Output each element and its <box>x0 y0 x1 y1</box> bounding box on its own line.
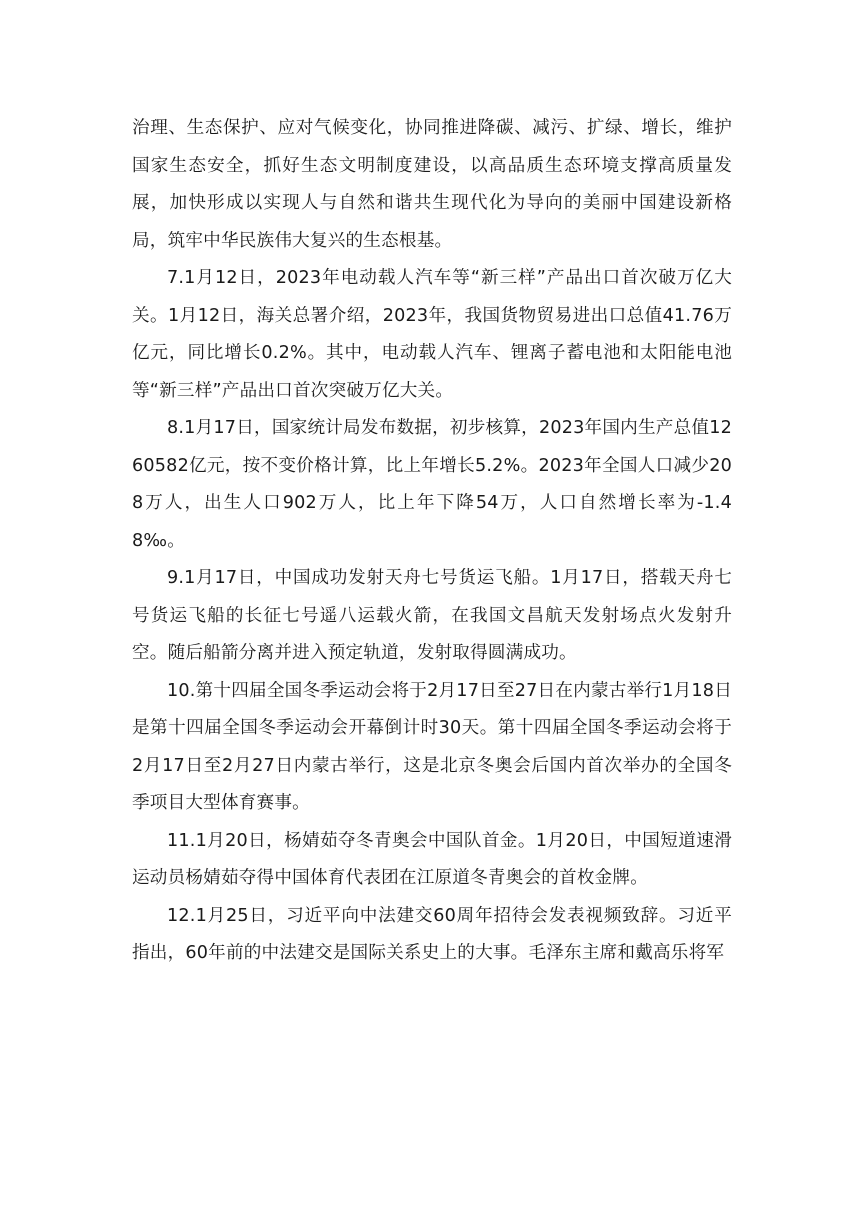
paragraph-item-10: 10.第十四届全国冬季运动会将于2月17日至27日在内蒙古举行1月18日是第十四届全国冬季运动会开幕倒计时30天。第十四届全国冬季运动会将于2月17日至2月27日内蒙古举行，这是北京冬奥会后国内首次举办的全国冬季项目大型体育赛事。 <box>132 680 732 813</box>
paragraph-item-11: 11.1月20日，杨婧茹夺冬青奥会中国队首金。1月20日，中国短道速滑运动员杨婧茹夺得中国体育代表团在江原道冬青奥会的首枚金牌。 <box>132 830 732 888</box>
paragraph-item-12: 12.1月25日，习近平向中法建交60周年招待会发表视频致辞。习近平指出，60年前的中法建交是国际关系史上的大事。毛泽东主席和戴高乐将军 <box>132 905 732 963</box>
paragraph-continuation: 治理、生态保护、应对气候变化，协同推进降碳、减污、扩绿、增长，维护国家生态安全，抓好生态文明制度建设，以高品质生态环境支撑高质量发展，加快形成以实现人与自然和谐共生现代化为导向的美丽中国建设新格局，筑牢中华民族伟大复兴的生态根基。 <box>132 118 732 251</box>
paragraph-item-8: 8.1月17日，国家统计局发布数据，初步核算，2023年国内生产总值1260582亿元，按不变价格计算，比上年增长5.2%。2023年全国人口减少208万人，出生人口902万人，比上年下降54万，人口自然增长率为-1.48‰。 <box>132 418 732 551</box>
document-body <box>132 110 732 973</box>
paragraph-item-7: 7.1月12日，2023年电动载人汽车等“新三样”产品出口首次破万亿大关。1月12日，海关总署介绍，2023年，我国货物贸易进出口总值41.76万亿元，同比增长0.2%。其中，电动载人汽车、锂离子蓄电池和太阳能电池等“新三样”产品出口首次突破万亿大关。 <box>132 268 732 401</box>
paragraph-item-9: 9.1月17日，中国成功发射天舟七号货运飞船。1月17日，搭载天舟七号货运飞船的长征七号遥八运载火箭，在我国文昌航天发射场点火发射升空。随后船箭分离并进入预定轨道，发射取得圆满成功。 <box>132 568 732 663</box>
